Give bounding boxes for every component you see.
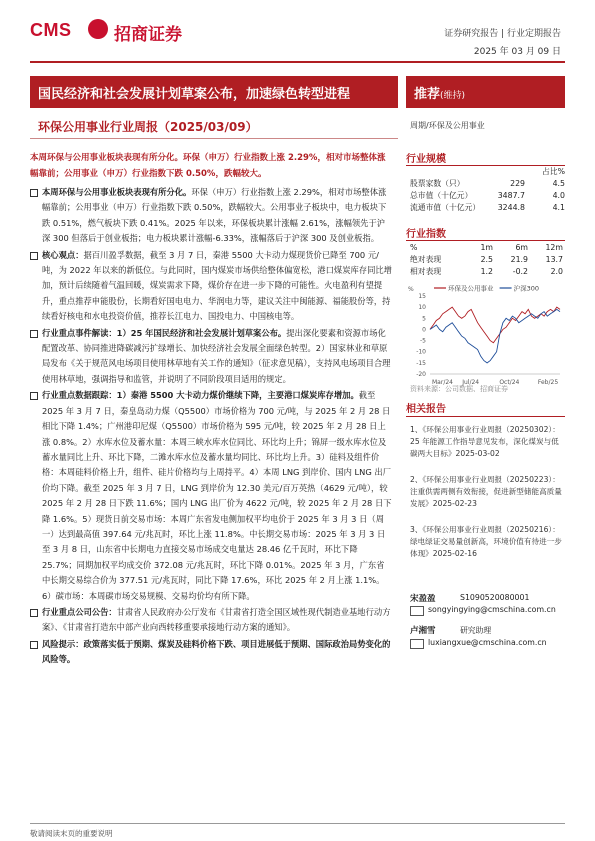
- cell: 12m: [545, 243, 563, 252]
- bullet-bold: 行业重点公司公告：: [42, 606, 117, 617]
- cell: %: [410, 243, 418, 252]
- bullet-text: 截至 2025 年 3 月 7 日，秦皇岛动力煤（Q5500）市场价格为 700 元/吨，与 2025 年 2 月 28 日相比下降 1.4%；广州港印尼煤（Q5500）市场价格为 595 元/吨，较 2025 年 2 月 28 日上涨 0.8%。2）水库水位及蓄水量：本周三峡水库水位同比、环比均上升；锦屏一级水库水位及蓄水量同比上升、环比下降，二滩水库水位及蓄水量均同比、环比均上升。3）硅料及组件价格：本周硅料价格上升，组件、硅片价格均与上周持平。4）本周 LNG 到岸价、国内 LNG 出厂价均下降。截至 2025 年 3 月 7 日，LNG 到岸价为 12.30 美元/百万英热（4629 元/吨），较 2025 年 2 月 28 日下跌 11.6%；国内 LNG 出厂价为 4622 元/吨，较 2025 年 2 月 28 日下降 1.6%。5）现货日前交易市场：本周广东省发电侧加权平均电价于 2025 年 3 月 3 日（周一）达到最高值 397.64 元/兆瓦时，环比上涨 11.8%。中长期交易市场：2025 年 3 月 3 日至 3 月 8 日，山东省中长期电力直接交易市场成交电量达 28.46 亿千瓦时，环比下降 25.7%；同期加权平均成交价 372.08 元/兆瓦时，环比下降 0.01%。2025 年 3 月，广东省中长期交易综合价为 377.51 元/兆瓦时，同比下降 17.6%，环比 2025 年 2 月上涨 1.1%。6）碳市场：本周碳市场交易规模、交易均价均有所下降。: [42, 390, 392, 601]
- bullet-item: [30, 326, 392, 388]
- table-row: [410, 266, 565, 278]
- report-type: 证券研究报告 | 行业定期报告: [444, 29, 561, 39]
- y-tick-label: 5: [422, 315, 426, 323]
- y-tick-label: 0: [422, 326, 426, 334]
- bullet-item: [30, 605, 392, 636]
- bullet-text: 据百川盈孚数据，截至 3 月 7 日，秦港 5500 大卡动力煤现货价已降至 700 元/吨，为 2022 年以来的新低位。与此同时，国内煤炭市场供给整体偏宽松，港口煤炭库存同比增加，预计后续随着气温回暖，煤炭需求下降，煤价存在进一步下降的可能性。火电盈利有望提升，重点推荐申能股份，长期看好国电电力、华润电力等，建议关注中闽能源、福能股份等，持续看好核电和水电投资价值，推荐长江电力、国投电力、中国核电等。: [42, 249, 392, 322]
- chart-source: 资料来源：公司数据、招商证券: [410, 385, 508, 393]
- rating-label: 推荐: [414, 87, 441, 102]
- related-report-1[interactable]: 1、《环保公用事业行业周报（20250302）：25 年能源工作指导意见发布，深化煤炭与低碳两大目标》2025-03-02: [410, 425, 560, 459]
- cell: 总市值（十亿元）: [410, 191, 473, 200]
- series-line: [430, 309, 560, 363]
- scale-table: [410, 166, 565, 214]
- cell: 229: [510, 179, 525, 188]
- analyst-role: 研究助理: [460, 626, 492, 635]
- scale-title: 行业规模: [406, 154, 446, 165]
- report-date: 2025 年 03 月 09 日: [473, 47, 561, 57]
- header-divider: [30, 61, 565, 63]
- cell: 1m: [480, 243, 493, 252]
- related-report-3[interactable]: 3、《环保公用事业行业周报（20250216）：绿电绿证交易量创新高，环境价值有待进一步体现》2025-02-16: [410, 525, 562, 559]
- cell: 相对表现: [410, 267, 442, 276]
- analyst-name: 宋盈盈: [410, 594, 436, 604]
- cell: 1.2: [480, 267, 493, 276]
- cell: 3244.8: [497, 203, 525, 212]
- y-tick-label: -20: [416, 371, 426, 378]
- related-report-2[interactable]: 2、《环保公用事业行业周报（20250223）：注重供需两侧有效衔接，促进新型储能高质量发展》2025-02-23: [410, 475, 562, 509]
- bullet-box-icon: [30, 392, 38, 400]
- subtitle-divider: [30, 138, 398, 139]
- footer-note: 敬请阅读末页的重要说明: [30, 829, 113, 838]
- bullet-box-icon: [30, 189, 38, 197]
- index-table: [410, 242, 565, 278]
- bullet-box-icon: [30, 609, 38, 617]
- bullet-bold: 核心观点：: [42, 249, 84, 260]
- legend-label: 环保及公用事业: [448, 284, 494, 293]
- table-row: [410, 202, 565, 214]
- cell: 股票家数（只）: [410, 179, 465, 188]
- bullet-item: [30, 248, 392, 325]
- cell: 13.7: [545, 255, 563, 264]
- x-tick-label: Mar/24: [432, 379, 453, 386]
- y-tick-label: -15: [416, 359, 426, 367]
- bullet-text: 甘肃省人民政府办公厅发布《甘肃省打造全国区域性现代制造业基地行动方案》、《甘肃省打造东中部产业向西转移重要承接地行动方案的通知》。: [42, 606, 391, 633]
- bullet-item: [30, 388, 392, 604]
- cell: 4.1: [552, 203, 565, 212]
- analyst-id: S1090520080001: [460, 593, 530, 602]
- table-row: [410, 254, 565, 266]
- bullet-item: [30, 185, 392, 247]
- x-tick-label: Jul/24: [462, 379, 480, 386]
- cell: 绝对表现: [410, 255, 442, 264]
- industry-label: 周期/环保及公用事业: [410, 121, 485, 130]
- rating-sub: (维持): [440, 91, 466, 101]
- summary: 本周环保与公用事业板块表现有所分化。环保（申万）行业指数上涨 2.29%，相对市场整体涨幅靠前；公用事业（申万）行业指数下跌 0.50%，跌幅较大。: [30, 153, 386, 179]
- bullet-bold: 本周环保与公用事业板块表现有所分化。: [42, 187, 192, 197]
- analyst-name: 卢湘雪: [410, 626, 436, 636]
- table-row: [410, 190, 565, 202]
- index-chart: [406, 282, 565, 392]
- scale-header: 占比%: [541, 167, 565, 176]
- cell: 2.0: [550, 267, 563, 276]
- index-title: 行业指数: [406, 229, 446, 240]
- cell: 3487.7: [497, 191, 525, 200]
- x-tick-label: Oct/24: [499, 379, 520, 386]
- y-tick-label: 15: [418, 293, 426, 300]
- bullet-bold: 风险提示：政策落实低于预期、煤炭及硅料价格下跌、项目进展低于预期、国际政治局势变化的风险等。: [42, 638, 391, 665]
- analyst-email[interactable]: luxiangxue@cmschina.com.cn: [428, 638, 547, 647]
- cell: 流通市值（十亿元）: [410, 203, 481, 212]
- table-row: [410, 178, 565, 190]
- cell: 4.5: [552, 179, 565, 188]
- related-divider: [406, 416, 565, 417]
- report-title: 国民经济和社会发展计划草案公布，加速绿色转型进程: [38, 87, 351, 102]
- email-icon: [410, 639, 424, 649]
- y-tick-label: 10: [418, 304, 426, 312]
- bullet-box-icon: [30, 641, 38, 649]
- footer-divider: [30, 823, 565, 824]
- cell: 4.0: [552, 191, 565, 200]
- y-tick-label: -10: [416, 348, 426, 356]
- bullet-box-icon: [30, 252, 38, 260]
- email-icon: [410, 606, 424, 616]
- report-subtitle: 环保公用事业行业周报（2025/03/09）: [38, 120, 258, 134]
- bullet-text: 环保（申万）行业指数上涨 2.29%，相对市场整体涨幅靠前；公用事业（申万）行业指数下跌 0.50%，跌幅较大。公用事业子板块中，电力板块下跌 0.51%，燃气板块下跌 0.41%。2025 年以来，环保板块累计涨幅 2.61%，涨幅领先于沪深 300 但落后于创业板指；电力板块累计涨幅-6.33%，涨幅落后于沪深 300 及创业板指。: [42, 187, 387, 244]
- rating: [414, 83, 465, 102]
- bullet-bold: 行业重点数据跟踪：1）秦港 5500 大卡动力煤价继续下降，主要港口煤炭库存增加。: [42, 390, 359, 401]
- related-title: 相关报告: [406, 404, 446, 415]
- cell: 2.5: [480, 255, 493, 264]
- cell: -0.2: [512, 267, 528, 276]
- logo-chinese: 招商证券: [114, 25, 182, 45]
- legend-label: 沪深300: [513, 284, 540, 293]
- bullet-list: [30, 185, 392, 669]
- y-axis-unit: %: [408, 286, 414, 293]
- bullet-item: [30, 637, 392, 668]
- y-tick-label: -5: [420, 337, 426, 345]
- analyst-email[interactable]: songyingying@cmschina.com.cn: [428, 605, 556, 614]
- cell: 6m: [515, 243, 528, 252]
- bullet-text: 提出深化要素和资源市场化配置改革、协同推进降碳减污扩绿增长、加快经济社会发展全面绿色转型。2）国家林业和草原局发布《关于规范风电场项目使用林草地有关工作的通知》（征求意见稿），支持风电场项目合理使用林草地，强调指导和监管，并说明了不同阶段项目适用的规定。: [42, 327, 391, 384]
- logo-mark-icon: [88, 19, 108, 39]
- bullet-box-icon: [30, 330, 38, 338]
- bullet-bold: 行业重点事件解读：1）25 年国民经济和社会发展计划草案公布。: [42, 327, 287, 338]
- index-divider: [406, 240, 565, 241]
- table-header: [410, 242, 565, 254]
- logo-text: CMS: [30, 20, 72, 40]
- cell: 21.9: [510, 255, 528, 264]
- x-tick-label: Feb/25: [537, 379, 559, 386]
